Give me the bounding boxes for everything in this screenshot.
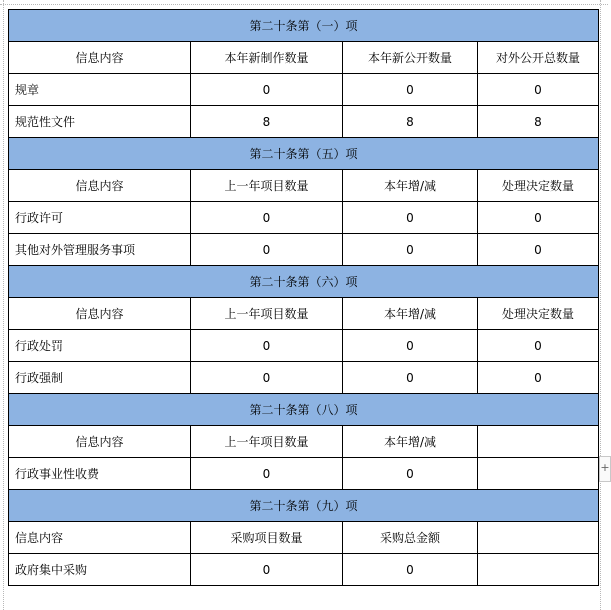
column-header (478, 426, 599, 458)
section-header-row (9, 490, 599, 522)
cell-value: 0 (191, 202, 343, 234)
column-header: 处理决定数量 (478, 298, 599, 330)
section-header-row (9, 10, 599, 42)
disclosure-table (8, 9, 599, 586)
column-header: 上一年项目数量 (191, 170, 343, 202)
cell-value: 0 (343, 74, 478, 106)
table-row (9, 554, 599, 586)
column-header: 信息内容 (9, 170, 191, 202)
column-header: 信息内容 (9, 42, 191, 74)
cell-value: 0 (343, 458, 478, 490)
cell-value (478, 554, 599, 586)
column-header: 本年增/减 (343, 298, 478, 330)
column-header: 信息内容 (9, 522, 191, 554)
column-header: 上一年项目数量 (191, 426, 343, 458)
cell-value: 0 (343, 362, 478, 394)
column-header-row (9, 298, 599, 330)
section-title: 第二十条第（一）项 (9, 10, 599, 42)
column-header: 采购项目数量 (191, 522, 343, 554)
column-header-row (9, 522, 599, 554)
cell-value: 0 (343, 330, 478, 362)
column-header (478, 522, 599, 554)
column-header: 采购总金额 (343, 522, 478, 554)
cell-value: 0 (478, 234, 599, 266)
table-row (9, 362, 599, 394)
row-label: 规章 (9, 74, 191, 106)
section-header-row (9, 394, 599, 426)
cell-value: 0 (343, 202, 478, 234)
cell-value: 0 (343, 234, 478, 266)
table-row (9, 74, 599, 106)
column-header-row (9, 426, 599, 458)
cell-value: 0 (343, 554, 478, 586)
row-label: 行政事业性收费 (9, 458, 191, 490)
column-header: 本年增/减 (343, 170, 478, 202)
table-row (9, 330, 599, 362)
cell-value: 0 (191, 554, 343, 586)
cell-value: 0 (478, 202, 599, 234)
row-label: 行政强制 (9, 362, 191, 394)
column-header-row (9, 170, 599, 202)
page-guide-right (600, 0, 601, 610)
cell-value: 0 (191, 74, 343, 106)
row-label: 行政许可 (9, 202, 191, 234)
page-guide-top (0, 4, 608, 5)
page-guide-left (3, 0, 4, 610)
column-header-row (9, 42, 599, 74)
cell-value (478, 458, 599, 490)
section-header-row (9, 138, 599, 170)
column-header: 本年新制作数量 (191, 42, 343, 74)
section-title: 第二十条第（六）项 (9, 266, 599, 298)
cell-value: 0 (478, 74, 599, 106)
cell-value: 8 (478, 106, 599, 138)
table-row (9, 458, 599, 490)
column-header: 上一年项目数量 (191, 298, 343, 330)
cell-value: 0 (478, 362, 599, 394)
cell-value: 8 (191, 106, 343, 138)
cell-value: 0 (191, 330, 343, 362)
row-label: 其他对外管理服务事项 (9, 234, 191, 266)
cell-value: 0 (191, 234, 343, 266)
cell-value: 0 (191, 458, 343, 490)
column-header: 处理决定数量 (478, 170, 599, 202)
column-header: 对外公开总数量 (478, 42, 599, 74)
column-header: 信息内容 (9, 426, 191, 458)
table-row (9, 202, 599, 234)
section-title: 第二十条第（五）项 (9, 138, 599, 170)
column-header: 本年新公开数量 (343, 42, 478, 74)
cell-value: 0 (191, 362, 343, 394)
table-row (9, 234, 599, 266)
column-header: 信息内容 (9, 298, 191, 330)
cell-value: 8 (343, 106, 478, 138)
column-header: 本年增/减 (343, 426, 478, 458)
row-label: 政府集中采购 (9, 554, 191, 586)
section-title: 第二十条第（九）项 (9, 490, 599, 522)
expand-handle-icon[interactable]: + (599, 456, 611, 482)
table-row (9, 106, 599, 138)
row-label: 行政处罚 (9, 330, 191, 362)
section-title: 第二十条第（八）项 (9, 394, 599, 426)
row-label: 规范性文件 (9, 106, 191, 138)
cell-value: 0 (478, 330, 599, 362)
section-header-row (9, 266, 599, 298)
